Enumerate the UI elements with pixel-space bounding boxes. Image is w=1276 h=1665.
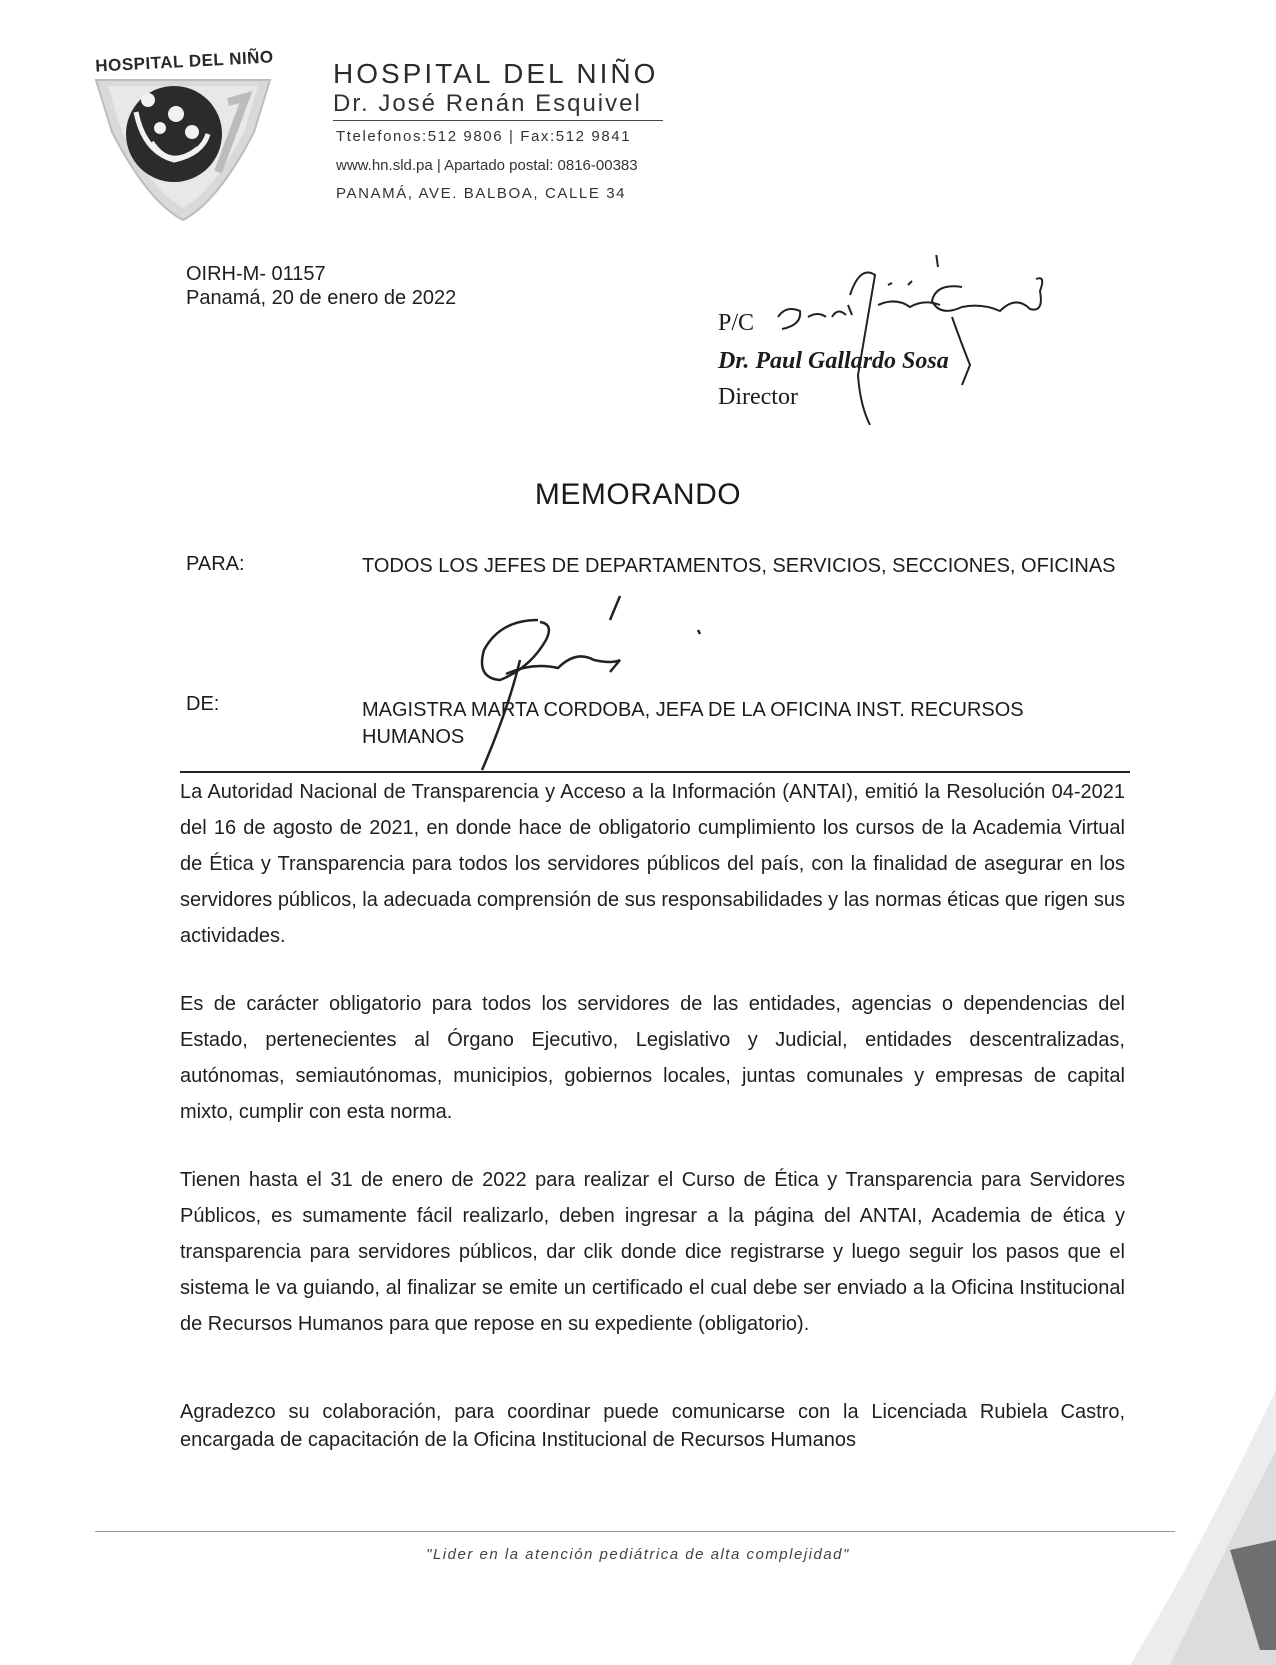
letterhead-rule [333, 120, 663, 121]
footer-motto: "Lider en la atención pediátrica de alta complejidad" [426, 1546, 850, 1563]
logo-text: HOSPITAL DEL NIÑO [94, 47, 275, 76]
footer-rule [95, 1531, 1175, 1532]
letterhead-address: PANAMÁ, AVE. BALBOA, CALLE 34 [336, 185, 627, 202]
signature-role: Director [718, 384, 798, 410]
body-paragraph-1: La Autoridad Nacional de Transparencia y Acceso a la Información (ANTAI), emitió la Resolución 04-2021 del 16 de agosto de 2021, en donde hace de obligatorio cumplimiento los cursos de la Academia Virtual de Ética y Transparencia para todos los servidores públicos del país, con la finalidad de asegurar en los servidores públicos, la adecuada comprensión de sus responsabilidades y las normas éticas que rigen sus actividades. [180, 781, 1125, 947]
signature-pc: P/C [718, 310, 755, 336]
header-divider [180, 771, 1130, 773]
letterhead-subtitle: Dr. José Renán Esquivel [333, 90, 642, 117]
memo-title: MEMORANDO [534, 478, 742, 511]
director-handwritten-signature [700, 255, 1120, 425]
reference-date: Panamá, 20 de enero de 2022 [186, 287, 457, 309]
body-paragraph-4: Agradezco su colaboración, para coordinar puede comunicarse con la Licenciada Rubiela Castro, encargada de capacitación de la Oficina Institucional de Recursos Humanos [180, 1401, 1125, 1451]
para-value: TODOS LOS JEFES DE DEPARTAMENTOS, SERVICIOS, SECCIONES, OFICINAS [362, 555, 1116, 577]
letterhead-title: HOSPITAL DEL NIÑO [333, 58, 659, 89]
signature-name: Dr. Paul Gallardo Sosa [718, 348, 949, 374]
reference-code: OIRH-M- 01157 [186, 263, 326, 285]
de-value: MAGISTRA MARTA CORDOBA, JEFA DE LA OFICINA INST. RECURSOS HUMANOS [362, 699, 1024, 748]
para-label: PARA: [186, 553, 245, 575]
letterhead-web: www.hn.sld.pa | Apartado postal: 0816-00383 [336, 157, 638, 174]
de-label: DE: [186, 693, 220, 715]
body-paragraph-3: Tienen hasta el 31 de enero de 2022 para realizar el Curso de Ética y Transparencia para Servidores Públicos, es sumamente fácil realizarlo, deben ingresar a la página del ANTAI, Academia de ética y transparencia para servidores públicos, dar clik donde dice registrarse y luego seguir los pasos que el sistema le va guiando, al finalizar se emite un certificado el cual debe ser enviado a la Oficina Institucional de Recursos Humanos para que repose en su expediente (obligatorio). [180, 1169, 1125, 1335]
letterhead-phones: Ttelefonos:512 9806 | Fax:512 9841 [336, 128, 632, 145]
body-paragraph-2: Es de carácter obligatorio para todos los servidores de las entidades, agencias o dependencias del Estado, pertenecientes al Órgano Ejecutivo, Legislativo y Judicial, entidades descentralizadas, autónomas, semiautónomas, municipios, gobiernos locales, juntas comunales y empresas de capital mixto, cumplir con esta norma. [180, 993, 1125, 1123]
footer-decoration [1090, 1390, 1276, 1665]
sender-handwritten-signature [460, 590, 740, 780]
